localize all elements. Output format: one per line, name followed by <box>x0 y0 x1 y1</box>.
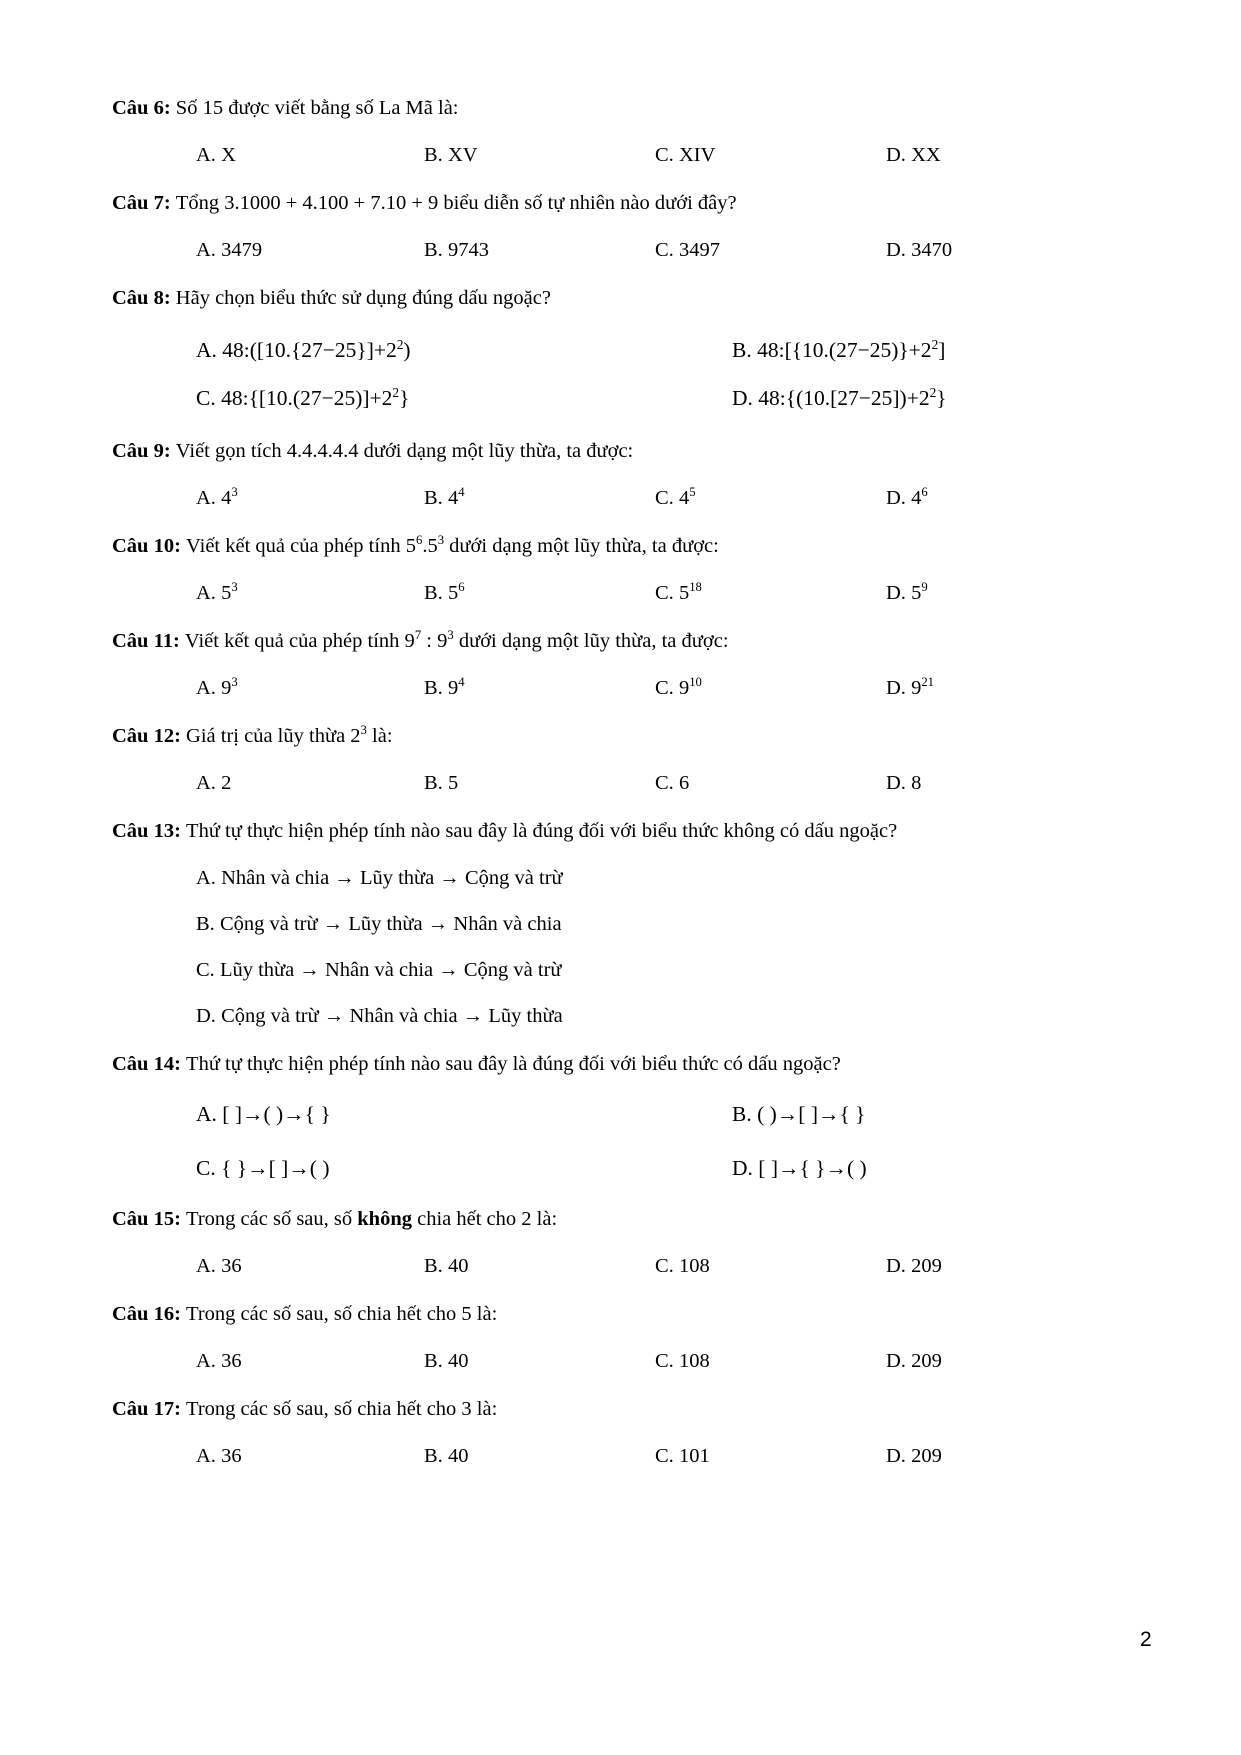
option-label: D. <box>732 1156 759 1180</box>
question-label: Câu 16: <box>112 1303 187 1325</box>
option-item <box>655 1251 886 1281</box>
option-item <box>655 140 886 170</box>
option-item <box>196 578 424 608</box>
question-text <box>112 283 1138 313</box>
option-item <box>424 235 655 265</box>
question-text <box>112 531 1138 561</box>
text-segment: là: <box>366 725 393 747</box>
options-row <box>196 1346 1138 1376</box>
text-segment: 40 <box>447 1445 469 1467</box>
option-label: D. <box>886 677 912 699</box>
option-label: C. <box>655 487 679 509</box>
exponent: 2 <box>392 384 400 400</box>
option-label: B. <box>424 239 448 261</box>
exponent: 7 <box>414 628 422 643</box>
option-label: B. <box>424 772 448 794</box>
question-block <box>112 1049 1138 1186</box>
option-item <box>732 1096 1138 1132</box>
text-segment: 209 <box>911 1255 942 1277</box>
option-label: D. <box>886 772 912 794</box>
option-label: A. <box>196 677 222 699</box>
text-segment: 5 <box>911 582 922 604</box>
option-label: B. <box>424 1445 448 1467</box>
exponent: 9 <box>921 580 928 595</box>
option-label: C. <box>196 959 220 981</box>
exponent: 6 <box>458 580 465 595</box>
option-label: D. <box>886 487 912 509</box>
option-item <box>655 1441 886 1471</box>
question-text <box>112 1204 1138 1234</box>
text-segment: 9 <box>447 677 459 699</box>
option-item <box>655 673 886 703</box>
text-segment: Giá trị của lũy thừa 2 <box>186 725 361 747</box>
option-item <box>886 768 1138 798</box>
option-item <box>732 378 1138 418</box>
option-label: D. <box>886 239 912 261</box>
option-label: C. <box>655 582 679 604</box>
question-block <box>112 1394 1138 1471</box>
options-row <box>196 1251 1138 1281</box>
text-segment: 108 <box>678 1350 710 1372</box>
option-item <box>424 140 655 170</box>
option-item <box>196 1441 424 1471</box>
text-segment: 4 <box>221 487 232 509</box>
option-label: B. <box>732 1102 758 1126</box>
text-segment: } <box>936 386 947 410</box>
question-block <box>112 721 1138 798</box>
question-text <box>112 626 1138 656</box>
text-segment: 36 <box>221 1445 242 1467</box>
text-segment: Nhân và chia → Lũy thừa → Cộng và trừ <box>221 867 563 889</box>
text-segment: XX <box>911 144 941 166</box>
text-segment: 4 <box>678 487 690 509</box>
question-label: Câu 13: <box>112 820 187 842</box>
question-label: Câu 6: <box>112 97 176 119</box>
option-item <box>886 1346 1138 1376</box>
option-label: B. <box>424 1350 448 1372</box>
exponent: 3 <box>231 580 238 595</box>
text-segment: ) <box>403 338 411 362</box>
option-item <box>424 1346 655 1376</box>
text-segment: 3470 <box>911 239 953 261</box>
text-segment: 108 <box>678 1255 710 1277</box>
question-text <box>112 1299 1138 1329</box>
option-item <box>886 1441 1138 1471</box>
text-segment: 2 <box>221 772 232 794</box>
option-item <box>732 330 1138 370</box>
text-segment: 9743 <box>447 239 489 261</box>
option-label: C. <box>196 1156 222 1180</box>
text-segment: Viết kết quả của phép tính 5 <box>186 535 416 557</box>
option-item <box>886 235 1138 265</box>
exponent: 2 <box>929 384 937 400</box>
option-item <box>655 235 886 265</box>
text-segment: Viết gọn tích 4.4.4.4.4 dưới dạng một lũy thừa, ta được: <box>175 440 634 462</box>
option-item <box>886 578 1138 608</box>
option-item <box>196 1150 732 1186</box>
option-label: A. <box>196 582 222 604</box>
option-label: A. <box>196 1445 222 1467</box>
text-segment: Số 15 được viết bằng số La Mã là: <box>175 97 459 119</box>
options-row <box>196 768 1138 798</box>
text-segment: 4 <box>911 487 922 509</box>
option-label: A. <box>196 144 222 166</box>
text-segment: 8 <box>911 772 922 794</box>
option-label: A. <box>196 487 222 509</box>
question-block <box>112 93 1138 170</box>
question-label: Câu 10: <box>112 535 187 557</box>
text-segment: 3479 <box>221 239 263 261</box>
exponent: 3 <box>437 533 445 548</box>
exponent: 4 <box>458 485 465 500</box>
text-segment: } <box>399 386 410 410</box>
option-item <box>196 768 424 798</box>
option-item <box>196 1096 732 1132</box>
option-item <box>196 1346 424 1376</box>
question-label: Câu 8: <box>112 287 176 309</box>
option-item <box>886 673 1138 703</box>
option-item <box>655 1346 886 1376</box>
option-item <box>424 1441 655 1471</box>
option-label: C. <box>655 772 679 794</box>
option-label: A. <box>196 338 223 362</box>
text-segment: Trong các số sau, số chia hết cho 5 là: <box>186 1303 498 1325</box>
option-item <box>886 140 1138 170</box>
text-segment: { }→[ ]→( ) <box>221 1156 330 1180</box>
text-segment: Trong các số sau, số chia hết cho 3 là: <box>186 1398 498 1420</box>
question-text <box>112 721 1138 751</box>
text-segment: 36 <box>221 1255 242 1277</box>
text-segment: 4 <box>447 487 459 509</box>
option-item <box>655 768 886 798</box>
option-label: D. <box>886 1350 912 1372</box>
text-segment: XV <box>447 144 478 166</box>
text-segment: X <box>221 144 236 166</box>
text-segment: Cộng và trừ → Lũy thừa → Nhân và chia <box>219 913 562 935</box>
options-row <box>196 483 1138 513</box>
exponent: 5 <box>689 485 696 500</box>
bold-text: không <box>357 1208 412 1230</box>
text-segment: Thứ tự thực hiện phép tính nào sau đây là đúng đối với biểu thức có dấu ngoặc? <box>186 1053 841 1075</box>
question-block <box>112 188 1138 265</box>
text-segment: 101 <box>678 1445 710 1467</box>
text-segment: [ ]→{ }→( ) <box>758 1156 867 1180</box>
question-text <box>112 188 1138 218</box>
text-segment: 40 <box>447 1350 469 1372</box>
question-block <box>112 1204 1138 1281</box>
text-segment: 9 <box>221 677 232 699</box>
option-item <box>196 235 424 265</box>
question-text <box>112 1394 1138 1424</box>
text-segment: chia hết cho 2 là: <box>411 1208 558 1230</box>
text-segment: 48:{[10.(27−25)]+2 <box>221 386 393 410</box>
option-item <box>196 955 1138 985</box>
option-label: D. <box>732 386 759 410</box>
option-label: C. <box>655 239 679 261</box>
option-label: C. <box>196 386 222 410</box>
text-segment: Viết kết quả của phép tính 9 <box>184 630 415 652</box>
text-segment: ( )→[ ]→{ } <box>757 1102 866 1126</box>
text-segment: 5 <box>447 582 459 604</box>
question-block <box>112 1299 1138 1376</box>
exponent: 21 <box>921 675 935 690</box>
text-segment: Tổng 3.1000 + 4.100 + 7.10 + 9 biểu diễn số tự nhiên nào dưới đây? <box>175 192 737 214</box>
text-segment: 5 <box>221 582 232 604</box>
text-segment: : 9 <box>421 630 448 652</box>
options-row <box>196 863 1138 1031</box>
exponent: 3 <box>360 723 367 738</box>
option-label: D. <box>886 1255 912 1277</box>
exponent: 2 <box>396 336 404 352</box>
question-label: Câu 14: <box>112 1053 187 1075</box>
option-item <box>732 1150 1138 1186</box>
text-segment: 5 <box>447 772 459 794</box>
option-item <box>424 578 655 608</box>
option-item <box>424 1251 655 1281</box>
text-segment: Trong các số sau, số <box>186 1208 358 1230</box>
option-item <box>196 1001 1138 1031</box>
option-item <box>424 483 655 513</box>
option-label: D. <box>886 1445 912 1467</box>
option-item <box>655 483 886 513</box>
option-label: C. <box>655 1350 679 1372</box>
text-segment: XIV <box>678 144 716 166</box>
text-segment: dưới dạng một lũy thừa, ta được: <box>453 630 729 652</box>
text-segment: 6 <box>678 772 690 794</box>
question-label: Câu 15: <box>112 1208 187 1230</box>
option-label: C. <box>655 144 679 166</box>
question-block <box>112 531 1138 608</box>
exponent: 10 <box>689 675 702 690</box>
option-item <box>424 768 655 798</box>
text-segment: Hãy chọn biểu thức sử dụng đúng dấu ngoặc? <box>175 287 551 309</box>
options-row <box>196 140 1138 170</box>
exponent: 18 <box>689 580 702 595</box>
option-label: A. <box>196 239 222 261</box>
exponent: 3 <box>231 675 238 690</box>
exponent: 6 <box>415 533 423 548</box>
text-segment: 48:([10.{27−25}]+2 <box>222 338 397 362</box>
option-label: B. <box>732 338 758 362</box>
text-segment: dưới dạng một lũy thừa, ta được: <box>444 535 719 557</box>
option-item <box>655 578 886 608</box>
question-block <box>112 816 1138 1031</box>
option-label: A. <box>196 867 222 889</box>
exponent: 6 <box>921 485 928 500</box>
options-row <box>196 1096 1138 1186</box>
options-row <box>196 1441 1138 1471</box>
option-label: B. <box>424 1255 448 1277</box>
text-segment: Lũy thừa → Nhân và chia → Cộng và trừ <box>219 959 562 981</box>
option-item <box>196 863 1138 893</box>
text-segment: 209 <box>911 1350 942 1372</box>
text-segment: .5 <box>422 535 438 557</box>
option-item <box>196 140 424 170</box>
exponent: 4 <box>458 675 465 690</box>
text-segment: 9 <box>678 677 690 699</box>
question-block <box>112 626 1138 703</box>
question-text <box>112 93 1138 123</box>
option-label: A. <box>196 1255 222 1277</box>
text-segment: 48:[{10.(27−25)}+2 <box>757 338 932 362</box>
option-label: C. <box>655 1445 679 1467</box>
question-text <box>112 436 1138 466</box>
option-item <box>886 1251 1138 1281</box>
question-block <box>112 436 1138 513</box>
option-label: C. <box>655 677 679 699</box>
questions <box>112 93 1138 1489</box>
option-label: B. <box>196 913 220 935</box>
question-text <box>112 816 1138 846</box>
text-segment: 209 <box>911 1445 942 1467</box>
text-segment: 36 <box>221 1350 242 1372</box>
question-label: Câu 12: <box>112 725 187 747</box>
option-label: D. <box>196 1005 222 1027</box>
question-text <box>112 1049 1138 1079</box>
exponent: 2 <box>931 336 939 352</box>
option-item <box>196 1251 424 1281</box>
text-segment: Thứ tự thực hiện phép tính nào sau đây là đúng đối với biểu thức không có dấu ngoặc? <box>186 820 898 842</box>
options-row <box>196 673 1138 703</box>
option-label: B. <box>424 144 448 166</box>
text-segment: [ ]→( )→{ } <box>222 1102 331 1126</box>
text-segment: ] <box>938 338 946 362</box>
text-segment: 40 <box>447 1255 469 1277</box>
text-segment: 5 <box>678 582 690 604</box>
option-label: B. <box>424 582 448 604</box>
option-label: B. <box>424 487 448 509</box>
question-label: Câu 7: <box>112 192 176 214</box>
question-label: Câu 9: <box>112 440 176 462</box>
option-label: B. <box>424 677 448 699</box>
text-segment: 48:{(10.[27−25])+2 <box>758 386 930 410</box>
option-label: A. <box>196 1350 222 1372</box>
options-row <box>196 330 1138 418</box>
page-number: 2 <box>1140 1628 1152 1651</box>
option-label: A. <box>196 1102 223 1126</box>
exponent: 3 <box>231 485 238 500</box>
option-item <box>196 909 1138 939</box>
option-label: D. <box>886 582 912 604</box>
text-segment: 9 <box>911 677 922 699</box>
option-item <box>196 378 732 418</box>
option-item <box>196 483 424 513</box>
text-segment: Cộng và trừ → Nhân và chia → Lũy thừa <box>221 1005 563 1027</box>
options-row <box>196 578 1138 608</box>
option-item <box>424 673 655 703</box>
question-block <box>112 283 1138 418</box>
option-item <box>196 673 424 703</box>
option-label: C. <box>655 1255 679 1277</box>
question-label: Câu 11: <box>112 630 185 652</box>
option-item <box>886 483 1138 513</box>
options-row <box>196 235 1138 265</box>
question-label: Câu 17: <box>112 1398 187 1420</box>
option-label: D. <box>886 144 912 166</box>
option-label: A. <box>196 772 222 794</box>
text-segment: 3497 <box>678 239 720 261</box>
option-item <box>196 330 732 370</box>
exponent: 3 <box>447 628 454 643</box>
